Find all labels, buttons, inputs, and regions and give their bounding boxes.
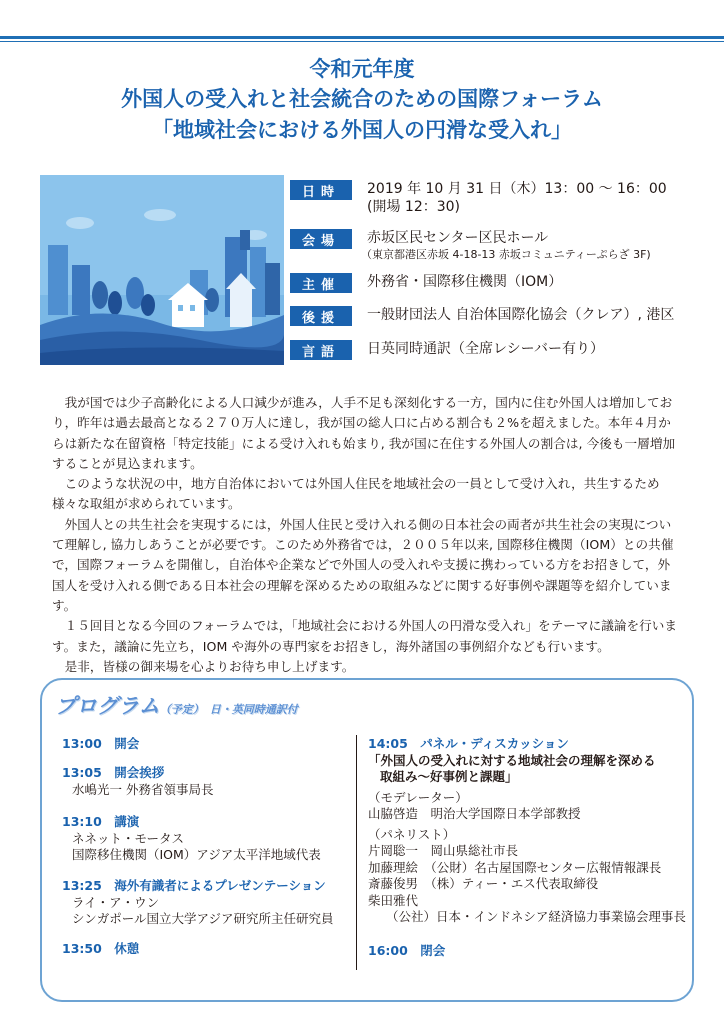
program-item: 13:50 休憩 [62, 941, 140, 956]
program-divider [356, 735, 357, 970]
organizer-value: 外務省・国際移住機関（IOM） [367, 274, 563, 290]
venue-value: 赤坂区民センター区民ホール [367, 230, 549, 246]
paragraph: １５回目となる今回のフォーラムでは，「地域社会における外国人の円滑な受入れ」をテーマに議論を行います。また，議論に先立ち，IOM や海外の専門家をお招きし，海外諸国の事例紹介なども行います。 [52, 618, 678, 654]
program-item: 13:05 開会挨拶 水嶋光一 外務省領事局長 [62, 765, 214, 797]
program-item: 13:10 講演 ネネット・モータス 国際移住機関（IOM）アジア太平洋地域代表 [62, 814, 321, 862]
title-main: 外国人の受入れと社会統合のための国際フォーラム [121, 87, 603, 111]
info-organizer [290, 273, 562, 295]
info-label-language: 言語 [290, 340, 352, 360]
title-theme: 「地域社会における外国人の円滑な受入れ」 [152, 118, 572, 142]
panel-discussion: 14:05 パネル・ディスカッション 「外国人の受入れに対する地域社会の理解を深める 取組み～好事例と課題」 （モデレーター） 山脇啓造 明治大学国際日本学部教授 （パネリスト） 片岡聡一 岡山県総社市長 加藤理絵 （公財）名古屋国際センター広報情報課長 斎藤俊男 （株）ティー・エス代表取締役 柴田雅代 （公社）日本・インドネシア経済協力事業協会理事長 [368, 736, 686, 924]
paragraph: 是非，皆様の御来場を心よりお待ち申し上げます。 [64, 658, 355, 674]
info-label-datetime: 日時 [290, 180, 352, 200]
paragraph: このような状況の中，地方自治体においては外国人住民を地域社会の一員として受け入れ，共生するため様々な取組が求められています。 [52, 476, 660, 512]
info-venue [290, 229, 651, 261]
program-close: 16:00 閉会 [368, 943, 446, 958]
program-item: 13:25 海外有識者によるプレゼンテーション ライ・ア・ウン シンガポール国立大学アジア研究所主任研究員 [62, 878, 334, 926]
top-rule [0, 36, 724, 39]
info-label-venue: 会場 [290, 229, 352, 249]
program-item: 13:00 開会 [62, 736, 140, 751]
info-label-organizer: 主催 [290, 273, 352, 293]
language-value: 日英同時通訳（全席レシーバー有り） [367, 341, 604, 357]
info-supporter [290, 306, 674, 328]
doors-open-value: (開場 12：30) [367, 199, 461, 215]
title-year: 令和元年度 [309, 57, 415, 81]
program-title: プログラム（予定） 日・英同時通訳付 [55, 694, 298, 718]
cityscape-illustration [40, 175, 284, 365]
top-rule-thin [0, 41, 724, 42]
venue-address: （東京都港区赤坂 4-18-13 赤坂コミュニティーぷらざ 3F) [361, 248, 651, 261]
paragraph: 我が国では少子高齢化による人口減少が進み，人手不足も深刻化する一方，国内に住む外国人は増加しており，昨年は過去最高となる２７０万人に達し，我が国の総人口に占める割合も２%を超えました。本年４月からは新たな在留資格「特定技能」による受け入れも始まり, 我が国に在住する外国人の割合は, 今後も一層増加することが見込まれます。 [52, 395, 676, 471]
paragraph: 外国人との共生社会を実現するには，外国人住民と受け入れる側の日本社会の両者が共生社会の実現について理解し, 協力しあうことが必要です。このため外務省では，２００５年以来, 国際移住機関（IOM）との共催で，国際フォーラムを開催し，自治体や企業などで外国人の受入れや支援に携わっている方をお招きして，外国人を受け入れる側である日本社会の理解を深めるための取組みなどに関する好事例や課題等を紹介しています。 [52, 516, 674, 613]
supporter-value: 一般財団法人 自治体国際化協会（クレア）, 港区 [367, 307, 675, 323]
datetime-value: 2019 年 10 月 31 日（木）13：00 ～ 16：00 [367, 181, 667, 197]
info-datetime [290, 180, 667, 215]
intro-text [52, 393, 680, 677]
info-language [290, 340, 604, 362]
info-label-supporter: 後援 [290, 306, 352, 326]
